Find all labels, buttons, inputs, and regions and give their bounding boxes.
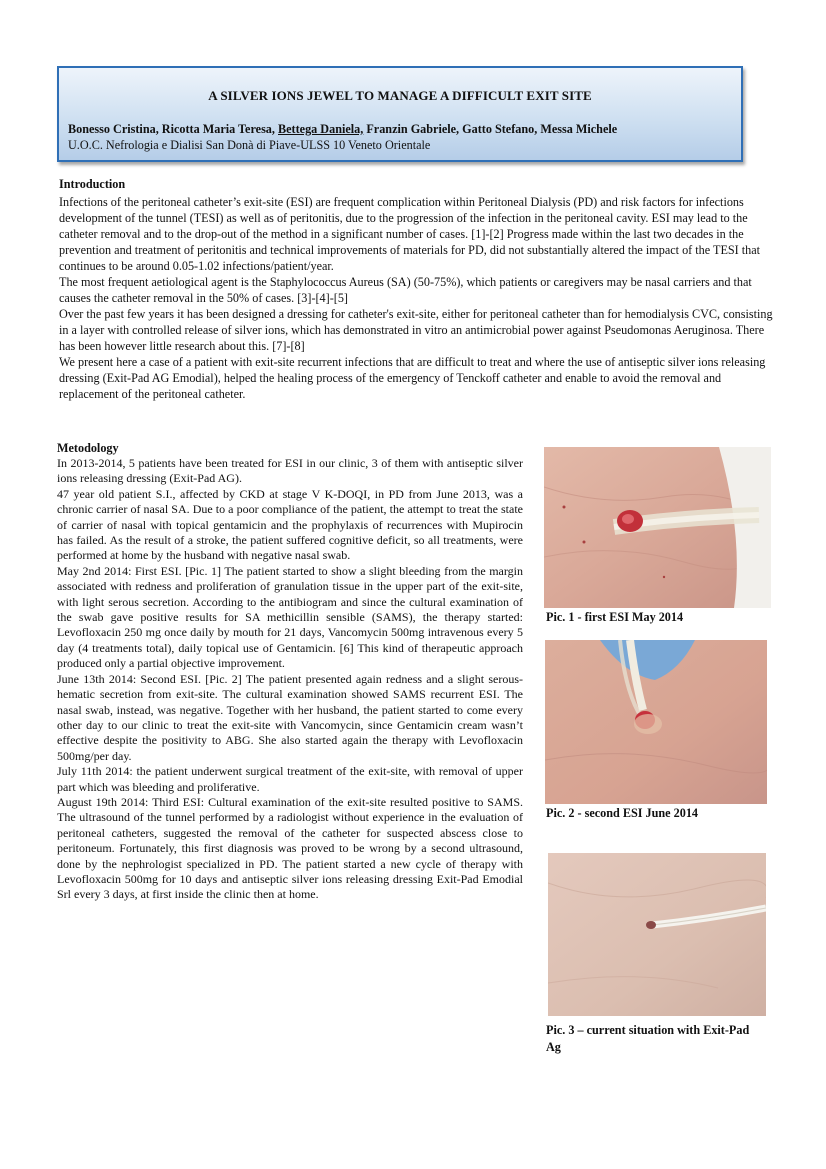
poster-title: A SILVER IONS JEWEL TO MANAGE A DIFFICULT EXIT SITE xyxy=(208,88,592,103)
intro-paragraph: We present here a case of a patient with exit-site recurrent infections that are difficult to treat and where the use of antiseptic silver ions releasing dressing (Exit-Pad AG Emodial), helped the healing process of the emergency of Tenckoff catheter and enable to avoid the removal and replacement of the peritoneal catheter. xyxy=(59,355,766,401)
author-list xyxy=(68,122,617,137)
figure-caption: Pic. 3 – current situation with Exit-Pad Ag xyxy=(546,1023,750,1054)
methodology-heading: Metodology xyxy=(57,441,119,455)
affiliation: U.O.C. Nefrologia e Dialisi San Donà di Piave-ULSS 10 Veneto Orientale xyxy=(68,138,431,152)
photo-second-esi xyxy=(545,640,767,804)
method-paragraph: June 13th 2014: Second ESI. [Pic. 2] The patient presented again redness and a slight serous-hematic secretion from exit-site. The cultural examination showed SAMS recurrent ESI. The nasal swab, instead, was negative. Together with her husband, the patient started to come every other day to our clinic to treat the exit-site with Vancomycin, since Gentamicin cream wasn’t effective despite the positivity to ABG. She also started again the therapy with Levofloxacin 500mg/per day. xyxy=(57,671,523,763)
figure-caption: Pic. 2 - second ESI June 2014 xyxy=(546,806,699,820)
photo-current-situation xyxy=(548,853,766,1016)
method-paragraph: July 11th 2014: the patient underwent surgical treatment of the exit-site, with removal of upper part which was bleeding and proliferative. xyxy=(57,764,523,794)
method-paragraph: 47 year old patient S.I., affected by CKD at stage V K-DOQI, in PD from June 2013, was a chronic carrier of nasal SA. Due to a poor compliance of the patient, the attempt to treat the state of carrier of nasal with topical gentamicin and the prophylaxis of recurrences with Mupirocin has failed. As the result of a stroke, the patient suffered cognitive deficit, so all treatments, were performed at home by the husband with negative nasal swab. xyxy=(57,486,523,563)
intro-paragraph: Infections of the peritoneal catheter’s exit-site (ESI) are frequent complication within Peritoneal Dialysis (PD) and risk factors for infections development of the tunnel (TESI) as well as of peritonitis, due to the progression of the infection in the peritoneal cavity. ESI may lead to the catheter removal and to the drop-out of the method in a significant number of cases. [1]-[2] Progress made within the last two decades in the prevention and treatment of peritonitis and technical improvements of materials for PD, did not substantially altered the impact of the TESI that continues to be around 0.05-1.02 infections/patient/year. xyxy=(59,195,761,273)
intro-paragraph: Over the past few years it has been designed a dressing for catheter's exit-site, either for peritoneal catheter than for hemodialysis CVC, consisting in a layer with controlled release of silver ions, which has demonstrated in vitro an antimicrobial power against Pseudomonas Aeruginosa. There has been however little research about this. [7]-[8] xyxy=(59,307,773,353)
figure-caption: Pic. 1 - first ESI May 2014 xyxy=(546,610,684,624)
method-paragraph: August 19th 2014: Third ESI: Cultural examination of the exit-site resulted positive to SAMS. The ultrasound of the tunnel performed by a radiologist without experience in the evaluation of peritoneal catheters, suggested the removal of the catheter for suspected abscess close to peritoneum. Fortunately, this first diagnosis was proved to be wrong by a second ultrasound, done by the nephrologist specialized in PD. The patient started a new cycle of therapy with Levofloxacin 500mg for 10 days and antiseptic silver ions releasing dressing Exit-Pad Emodial Srl every 3 days, at first inside the clinic then at home. xyxy=(57,794,523,902)
introduction-body xyxy=(59,194,781,402)
authors-after: Franzin Gabriele, Gatto Stefano, Messa Michele xyxy=(363,122,618,136)
authors-before: Bonesso Cristina, Ricotta Maria Teresa, xyxy=(68,122,278,136)
photo-first-esi xyxy=(544,447,771,608)
method-paragraph: In 2013-2014, 5 patients have been treated for ESI in our clinic, 3 of them with antiseptic silver ions releasing dressing (Exit-Pad AG). xyxy=(57,456,523,486)
introduction-heading: Introduction xyxy=(59,177,126,191)
presenting-author: Bettega Daniela, xyxy=(278,122,364,136)
method-paragraph: May 2nd 2014: First ESI. [Pic. 1] The patient started to show a slight bleeding from the margin associated with redness and proliferation of granulation tissue in the upper part of the exit-site, with light serous secretion. According to the antibiogram and since the cultural examination of the swab gave positive results for SA methicillin sensible (SAMS), the therapy started: Levofloxacin 250 mg once daily by mouth for 21 days, Vancomycin 500mg intravenous every 5 day (4 treatments total), daily topical use of Gentamicin. [6] This kind of therapeutic approach produced only a partial objective improvement. xyxy=(57,563,523,671)
intro-paragraph: The most frequent aetiological agent is the Staphylococcus Aureus (SA) (50-75%), which patients or caregivers may be nasal carriers and that causes the catheter removal in the 50% of cases. [3]-[4]-[5] xyxy=(59,275,752,305)
methodology-body xyxy=(57,456,523,903)
title-box xyxy=(57,66,743,162)
